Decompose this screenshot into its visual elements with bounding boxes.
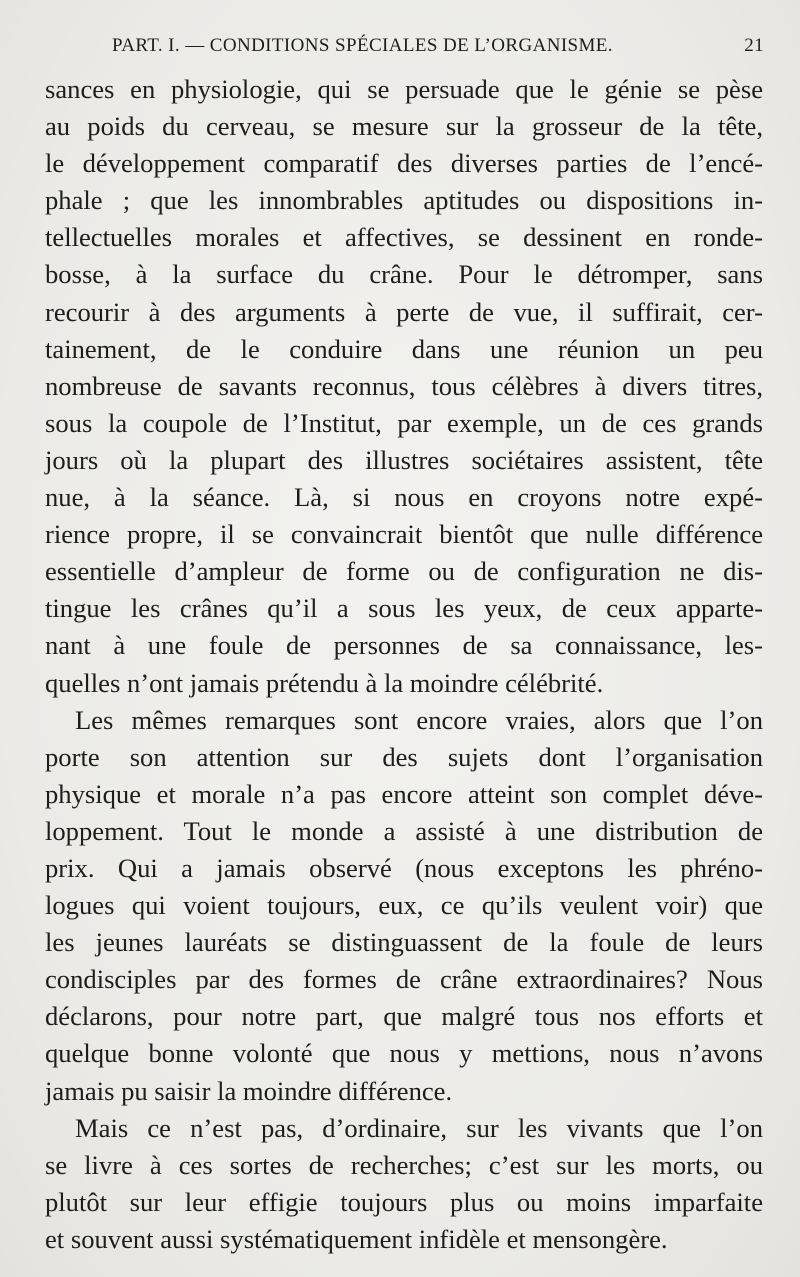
text-line: quelque bonne volonté que nous y mettions, nous n’avons: [45, 1038, 763, 1069]
text-line: nue, à la séance. Là, si nous en croyons notre expé-: [45, 482, 763, 513]
text-line: condisciples par des formes de crâne extraordinaires? Nous: [45, 964, 763, 995]
text-line: jamais pu saisir la moindre différence.: [45, 1075, 453, 1106]
text-line: quelles n’ont jamais prétendu à la moindre célébrité.: [45, 667, 604, 698]
text-line: sances en physiologie, qui se persuade que le génie se pèse: [45, 74, 763, 104]
text-line: nombreuse de savants reconnus, tous célèbres à divers titres,: [45, 370, 763, 401]
text-line: nant à une foule de personnes de sa connaissance, les-: [45, 630, 763, 661]
text-line: physique et morale n’a pas encore atteint son complet déve-: [45, 778, 763, 809]
text-line: phale ; que les innombrables aptitudes ou dispositions in-: [45, 185, 763, 216]
text-line: tainement, de le conduire dans une réunion un peu: [45, 333, 763, 364]
text-line: prix. Qui a jamais observé (nous exceptons les phréno-: [45, 852, 763, 883]
text-line: recourir à des arguments à perte de vue, il suffirait, cer-: [45, 296, 763, 327]
text-line: porte son attention sur des sujets dont l’organisation: [45, 741, 763, 772]
text-line: se livre à ces sortes de recherches; c’est sur les morts, ou: [45, 1149, 763, 1180]
text-line: les jeunes lauréats se distinguassent de la foule de leurs: [45, 927, 763, 958]
text-line: loppement. Tout le monde a assisté à une distribution de: [45, 815, 763, 846]
text-line: au poids du cerveau, se mesure sur la grosseur de la tête,: [45, 111, 763, 142]
running-head: [44, 32, 764, 60]
text-line: tingue les crânes qu’il a sous les yeux, de ceux apparte-: [45, 593, 763, 624]
text-line: essentielle d’ampleur de forme ou de configuration ne dis-: [45, 556, 763, 587]
text-line: Les mêmes remarques sont encore vraies, alors que l’on: [75, 704, 763, 735]
running-head-title: PART. I. — CONDITIONS SPÉCIALES DE L’ORGANISME.: [112, 35, 613, 56]
text-line: Mais ce n’est pas, d’ordinaire, sur les vivants que l’on: [75, 1112, 763, 1143]
text-line: et souvent aussi systématiquement infidèle et mensongère.: [45, 1223, 668, 1254]
body-text: [45, 71, 763, 1258]
text-line: sous la coupole de l’Institut, par exemple, un de ces grands: [45, 407, 763, 438]
text-line: logues qui voient toujours, eux, ce qu’ils veulent voir) que: [45, 890, 763, 921]
text-line: bosse, à la surface du crâne. Pour le détromper, sans: [45, 259, 763, 290]
paragraph: [45, 702, 763, 1110]
paragraph: [45, 71, 763, 702]
text-line: rience propre, il se convaincrait bientôt que nulle différence: [45, 519, 763, 550]
text-line: déclarons, pour notre part, que malgré tous nos efforts et: [45, 1001, 763, 1032]
paragraph: [45, 1110, 763, 1258]
text-line: tellectuelles morales et affectives, se dessinent en ronde-: [45, 222, 763, 253]
text-line: jours où la plupart des illustres sociétaires assistent, tête: [45, 444, 763, 475]
text-line: plutôt sur leur effigie toujours plus ou moins imparfaite: [45, 1186, 763, 1217]
text-line: le développement comparatif des diverses parties de l’encé-: [45, 148, 763, 179]
page-number: 21: [744, 35, 764, 56]
